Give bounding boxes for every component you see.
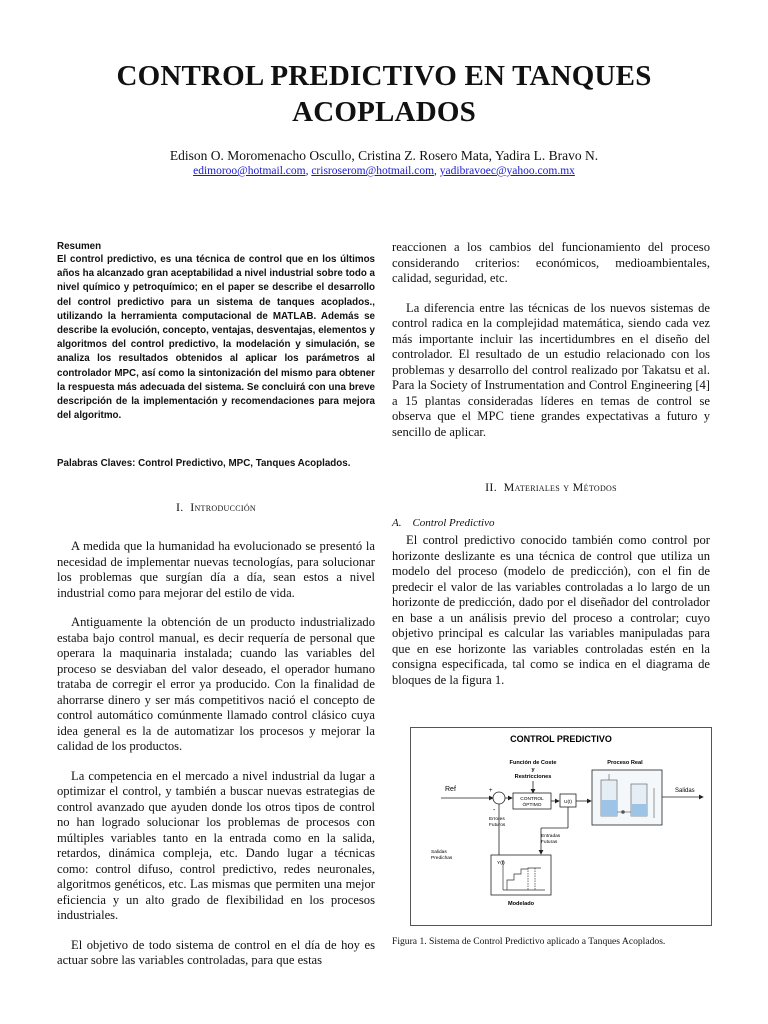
methods-paragraph-1: El control predictivo conocido también como control por horizonte deslizante es una técnica de control que utiliza un modelo del proceso (modelo de predicción), con el fin de predecir el valor de las variables controladas a lo largo de un horizonte de predicción, dado por el diseñador del controlador en base a un análisis previo del proceso a controlar; cuyo objetivo principal es calcular las variables manipuladas para que en ese horizonte las variables controladas estén en la consigna especificada, tal como se indica en el diagrama de bloques de la figura 1.: [392, 533, 710, 687]
intro-continuation: reaccionen a los cambios del funcionamiento del proceso considerando criterios: económicos, medioambientales, calidad, seguridad, etc.: [392, 240, 710, 285]
reference-label: Ref: [445, 786, 456, 793]
control-signal-label: U(t): [564, 800, 572, 805]
section-title: Introducción: [190, 500, 257, 515]
intro-paragraph-4: El objetivo de todo sistema de control en el día de hoy es actuar sobre las variables controladas, para que estas: [57, 937, 375, 968]
section-heading-methods: [392, 480, 710, 495]
section-number: II.: [485, 480, 498, 494]
subsection-heading: A. Control Predictivo: [392, 517, 495, 529]
intro-paragraph-5: La diferencia entre las técnicas de los nuevos sistemas de control radica en la complejidad matemática, siendo cada vez más importante incluir las incertidumbres en el diseño del controlador. El resultado de un estudio relacionado con los problemas y desarrollo del control realizado por Takatsu et al. Para la Society of Instrumentation and Control Engineering [4] a 15 plantas consideradas líderes en temas de control se observa que el MPC tiene grandes expectativas a futuro y sencillo de aplicar.: [392, 300, 710, 439]
future-errors-line2: Futuros: [489, 823, 506, 828]
email-link-3[interactable]: yadibravoec@yahoo.com.mx: [439, 165, 575, 177]
intro-paragraph-1: A medida que la humanidad ha evolucionado se presentó la necesidad de implementar nuevas tecnologías, para solucionar los problemas que surgían día a día, sean estos a nivel industrial como para mejorar del estilo de vida.: [57, 539, 375, 600]
minus-sign: -: [493, 807, 496, 814]
abstract-text: El control predictivo, es una técnica de control que en los últimos años ha alcanzado gran aceptabilidad a nivel industrial sobre todo a nivel químico y petroquímico; en el paper se describe el desarrollo del control predictivo para un sistema de tanques acoplados., utilizando la herramienta computacional de MATLAB. Además se describe la evolución, concepto, ventajas, desventajas, elementos y algoritmos del control predictivo, la modelación y simulación, se analiza los resultados obtenidos al aplicar los parámetros al controlador MPC, así como la sintonización del mismo para obtener la respuesta más adecuada del sistema. Se concluirá con una breve descripción de la implementación y recomendaciones para mejora del algoritmo.: [57, 254, 375, 422]
summing-junction: [493, 792, 505, 804]
future-inputs-line1: Entradas: [541, 834, 561, 839]
constraints-label: Restricciones: [514, 774, 552, 780]
abstract-heading: Resumen: [57, 241, 102, 252]
author-list: Edison O. Moromenacho Oscullo, Cristina Z. Rosero Mata, Yadira L. Bravo N.: [169, 148, 599, 163]
intro-paragraph-2: Antiguamente la obtención de un producto industrializado estaba bajo control manual, es decir requería de personal que operara la maquinaria instalada; cuando las variables del proceso se desviaban del valor deseado, el operador humano trataba de corregir el error ya producido. Con la finalidad de ahorrarse dinero y ser más competitivos nació el concepto de control automático comúnmente llamado control clásico cuya idea general es la de automatizar los procesos y mejorar la calidad de los productos.: [57, 615, 375, 754]
email-link-1[interactable]: edimoroo@hotmail.com: [193, 165, 306, 177]
intro-paragraph-3: La competencia en el mercado a nivel industrial da lugar a optimizar el control, y también a buscar nuevas estrategias de control avanzado que ayuden donde los otros tipos de control no han logrado solucionar los problemas de procesos con múltiples variables tanto en la entrada como en la salida, retardos, dinámica compleja, etc. Dando lugar a técnicas como: control difuso, control predictivo, redes neuronales, algoritmos genéticos, etc. Las mismas que permiten una mejor eficiencia y un alto grado de flexibilidad en los procesos industriales.: [57, 768, 375, 923]
keywords: Palabras Claves: Control Predictivo, MPC, Tanques Acoplados.: [57, 458, 351, 470]
author-emails: edimoroo@hotmail.com, crisroserom@hotmail.com, yadibravoec@yahoo.com.mx: [193, 165, 575, 177]
figure-caption: Figura 1. Sistema de Control Predictivo aplicado a Tanques Acoplados.: [392, 936, 666, 947]
outputs-label: Salidas: [675, 788, 695, 794]
cost-function-and: y: [531, 767, 535, 773]
figure-1-block-diagram: [410, 727, 712, 926]
control-block-line2: ÓPTIMO: [522, 803, 542, 808]
model-y-label: Y(t): [497, 861, 505, 866]
predicted-outputs-line1: Salidas: [431, 850, 447, 855]
figure-title: CONTROL PREDICTIVO: [510, 734, 612, 744]
paper-title: CONTROL PREDICTIVO EN TANQUES ACOPLADOS: [116, 60, 652, 128]
email-link-2[interactable]: crisroserom@hotmail.com: [311, 165, 435, 177]
control-block-line1: CONTROL: [520, 797, 544, 802]
future-errors-line1: Errores: [489, 817, 505, 822]
right-column: [392, 240, 710, 688]
future-inputs-line2: Futuras: [541, 840, 558, 845]
section-heading-introduction: [57, 500, 375, 515]
predicted-outputs-line2: Predichas: [431, 856, 453, 861]
cost-function-label: Función de Coste: [509, 760, 557, 766]
section-number: I.: [175, 500, 184, 515]
model-label: Modelado: [507, 901, 535, 907]
plant-label: Proceso Real: [607, 760, 643, 766]
block-diagram-svg: [411, 728, 711, 925]
left-column: [57, 240, 375, 969]
section-title: Materiales y Métodos: [503, 480, 617, 494]
plus-sign: +: [489, 788, 493, 794]
